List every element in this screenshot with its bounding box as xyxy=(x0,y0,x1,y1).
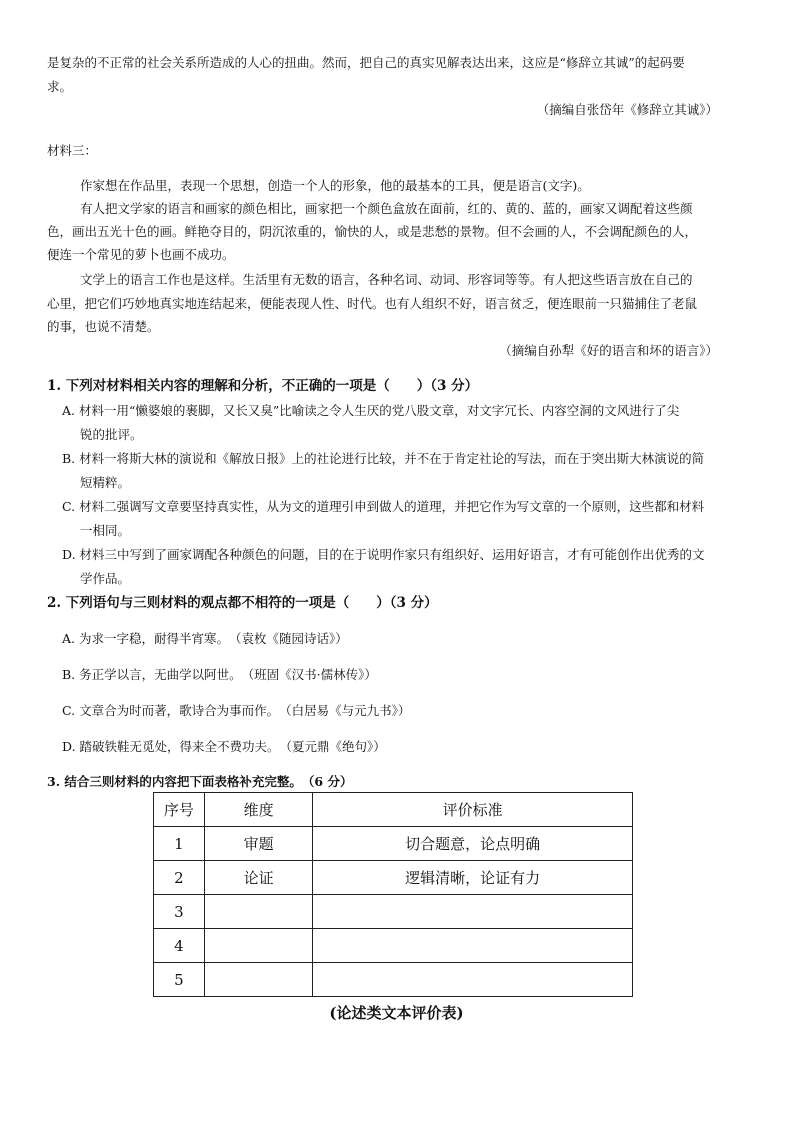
q1-stem: 1. 下列对材料相关内容的理解和分析，不正确的一项是（ ）（3 分） xyxy=(47,378,479,394)
material3-heading: 材料三： xyxy=(47,143,98,158)
q1-option-c-line2: 一相同。 xyxy=(80,523,131,538)
header-cell-dimension: 维度 xyxy=(204,793,313,827)
q3-stem: 3. 结合三则材料的内容把下面表格补充完整。 （6 分） xyxy=(47,774,353,789)
q1-option-c-line1: C. 材料二强调写文章要坚持真实性，从为文的道理引申到做人的道理，并把它作为写文章的一个原则，这些都和材料 xyxy=(62,499,705,514)
intro-source: （摘编自张岱年《修辞立其诚》） xyxy=(536,102,718,117)
row-index-cell: 3 xyxy=(154,895,205,929)
header-cell-criteria: 评价标准 xyxy=(313,793,633,827)
row-dimension-cell: 论证 xyxy=(204,861,313,895)
q1-option-d-line1: D. 材料三中写到了画家调配各种颜色的问题，目的在于说明作家只有组织好、运用好语言，才有可能创作出优秀的文 xyxy=(62,547,705,562)
material3-p3-line3: 的事，也说不清楚。 xyxy=(47,319,160,334)
row-index-cell: 4 xyxy=(154,929,205,963)
q1-option-b-line2: 短精粹。 xyxy=(80,475,131,490)
material3-p2-line1: 有人把文学家的语言和画家的颜色相比，画家把一个颜色盒放在面前，红的、黄的、蓝的，画家又调配着这些颜 xyxy=(80,201,693,216)
q1-option-d-line2: 学作品。 xyxy=(80,571,131,586)
material3-p3-line1: 文学上的语言工作也是这样。生活里有无数的语言，各种名词、动词、形容词等等。有人把这些语言放在自己的 xyxy=(80,272,693,287)
q2-option-c: C. 文章合为时而著，歌诗合为事而作。 （白居易《与元九书》） xyxy=(62,703,411,718)
table-row xyxy=(154,963,633,997)
material3-p3-line2: 心里，把它们巧妙地真实地连结起来，便能表现人性、时代。也有人组织不好，语言贫乏，便连眼前一只猫捕住了老鼠 xyxy=(47,296,698,311)
table-header-row xyxy=(154,793,633,827)
row-criteria-cell[interactable] xyxy=(313,963,633,997)
row-dimension-cell: 审题 xyxy=(204,827,313,861)
table-row xyxy=(154,929,633,963)
row-dimension-cell[interactable] xyxy=(204,929,313,963)
material3-p1: 作家想在作品里，表现一个思想，创造一个人的形象，他的最基本的工具，便是语言(文字)。 xyxy=(80,178,590,193)
intro-line-1: 是复杂的不正常的社会关系所造成的人心的扭曲。然而，把自己的真实见解表达出来，这应是“修辞立其诚”的起码要 xyxy=(47,55,685,70)
row-criteria-cell: 切合题意，论点明确 xyxy=(313,827,633,861)
evaluation-table xyxy=(153,792,633,997)
material3-p2-line2: 色，画出五光十色的画。鲜艳夺目的，阴沉浓重的，愉快的人，或是悲愁的景物。但不会画的人，不会调配颜色的人， xyxy=(47,224,698,239)
row-dimension-cell[interactable] xyxy=(204,963,313,997)
q2-option-d: D. 踏破铁鞋无觅处，得来全不费功夫。 （夏元鼎《绝句》） xyxy=(62,739,386,754)
row-criteria-cell[interactable] xyxy=(313,895,633,929)
row-criteria-cell[interactable] xyxy=(313,929,633,963)
material3-source: （摘编自孙犁《好的语言和坏的语言》） xyxy=(499,343,718,358)
q2-stem: 2. 下列语句与三则材料的观点都不相符的一项是（ ）（3 分） xyxy=(47,595,438,611)
material3-p2-line3: 便连一个常见的萝卜也画不成功。 xyxy=(47,247,235,262)
q1-option-a-line1: A. 材料一用“懒婆娘的裹脚，又长又臭”比喻读之令人生厌的党八股文章，对文字冗长、内容空洞的文风进行了尖 xyxy=(62,403,680,418)
intro-line-2: 求。 xyxy=(47,79,73,94)
header-cell-index: 序号 xyxy=(154,793,205,827)
row-index-cell: 5 xyxy=(154,963,205,997)
q2-option-b: B. 务正学以言，无曲学以阿世。 （班固《汉书·儒林传》） xyxy=(62,667,377,682)
row-criteria-cell: 逻辑清晰，论证有力 xyxy=(313,861,633,895)
row-dimension-cell[interactable] xyxy=(204,895,313,929)
q1-option-a-line2: 锐的批评。 xyxy=(80,427,143,442)
table-row xyxy=(154,895,633,929)
q2-option-a: A. 为求一字稳，耐得半宵寒。 （袁枚《随园诗话》） xyxy=(62,631,348,646)
q1-option-b-line1: B. 材料一将斯大林的演说和《解放日报》上的社论进行比较，并不在于肯定社论的写法，而在于突出斯大林演说的简 xyxy=(62,451,705,466)
table-row xyxy=(154,861,633,895)
row-index-cell: 2 xyxy=(154,861,205,895)
row-index-cell: 1 xyxy=(154,827,205,861)
table-row xyxy=(154,827,633,861)
table-caption: (论述类文本评价表) xyxy=(329,1004,464,1022)
